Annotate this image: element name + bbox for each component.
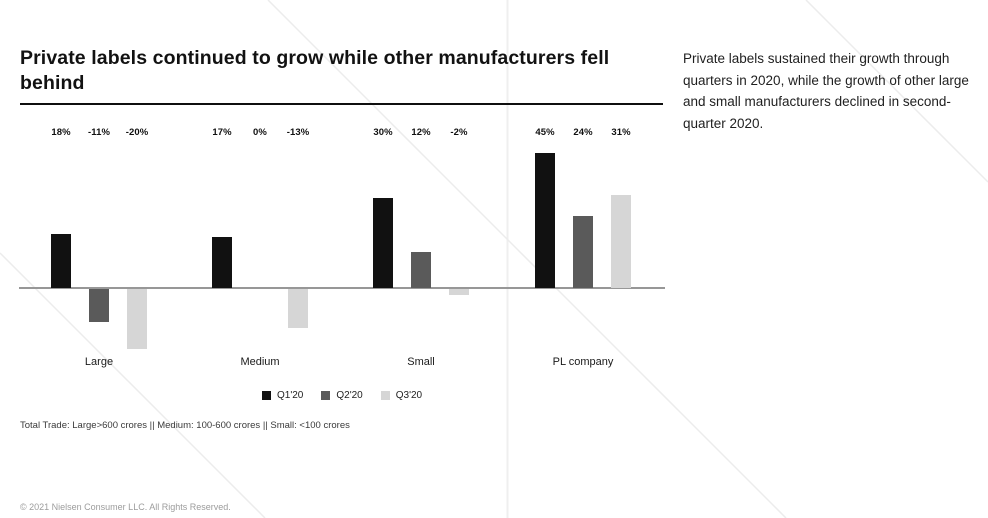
legend-label: Q2'20: [336, 390, 363, 401]
value-label-small-q3-20: -2%: [450, 127, 468, 138]
category-label-pl-company: PL company: [552, 356, 614, 368]
value-label-medium-q3-20: -13%: [286, 127, 310, 138]
category-label-large: Large: [84, 356, 114, 368]
bar-small-q1-20: [373, 198, 393, 288]
x-axis-baseline: [19, 287, 665, 289]
bar-large-q3-20: [127, 289, 147, 349]
value-label-medium-q1-20: 17%: [212, 127, 232, 138]
summary-text: Private labels sustained their growth through quarters in 2020, while the growth of other large and small manufacturers declined in second-quarter 2020.: [683, 51, 969, 131]
value-label-pl-company-q1-20: 45%: [535, 127, 555, 138]
value-label-large-q3-20: -20%: [125, 127, 149, 138]
bar-pl-company-q1-20: [535, 153, 555, 288]
legend-item-q3-20: [381, 390, 422, 401]
legend-label: Q1'20: [277, 390, 304, 401]
value-label-large-q2-20: -11%: [87, 127, 111, 138]
legend-item-q2-20: [321, 390, 362, 401]
value-label-medium-q2-20: 0%: [253, 127, 267, 138]
bar-pl-company-q3-20: [611, 195, 631, 288]
category-label-small: Small: [407, 356, 435, 368]
copyright-text: © 2021 Nielsen Consumer LLC. All Rights Reserved.: [20, 502, 231, 512]
value-label-small-q2-20: 12%: [411, 127, 431, 138]
value-label-pl-company-q3-20: 31%: [611, 127, 631, 138]
bar-medium-q1-20: [212, 237, 232, 288]
bar-large-q2-20: [89, 289, 109, 322]
value-label-small-q1-20: 30%: [373, 127, 393, 138]
slide-title: Private labels continued to grow while other manufacturers fell behind: [20, 47, 610, 94]
legend-swatch-q2-icon: [321, 391, 330, 400]
footnote-text: Total Trade: Large>600 crores || Medium: 100-600 crores || Small: <100 crores: [20, 420, 350, 431]
bar-small-q3-20: [449, 289, 469, 295]
chart-legend: [262, 390, 422, 401]
bar-large-q1-20: [51, 234, 71, 288]
legend-swatch-q3-icon: [381, 391, 390, 400]
value-label-pl-company-q2-20: 24%: [573, 127, 593, 138]
bar-small-q2-20: [411, 252, 431, 288]
bar-pl-company-q2-20: [573, 216, 593, 288]
value-label-large-q1-20: 18%: [51, 127, 71, 138]
legend-label: Q3'20: [395, 390, 423, 401]
category-label-medium: Medium: [240, 356, 280, 368]
bar-medium-q3-20: [288, 289, 308, 328]
legend-swatch-q1-icon: [262, 391, 271, 400]
legend-item-q1-20: [262, 390, 303, 401]
